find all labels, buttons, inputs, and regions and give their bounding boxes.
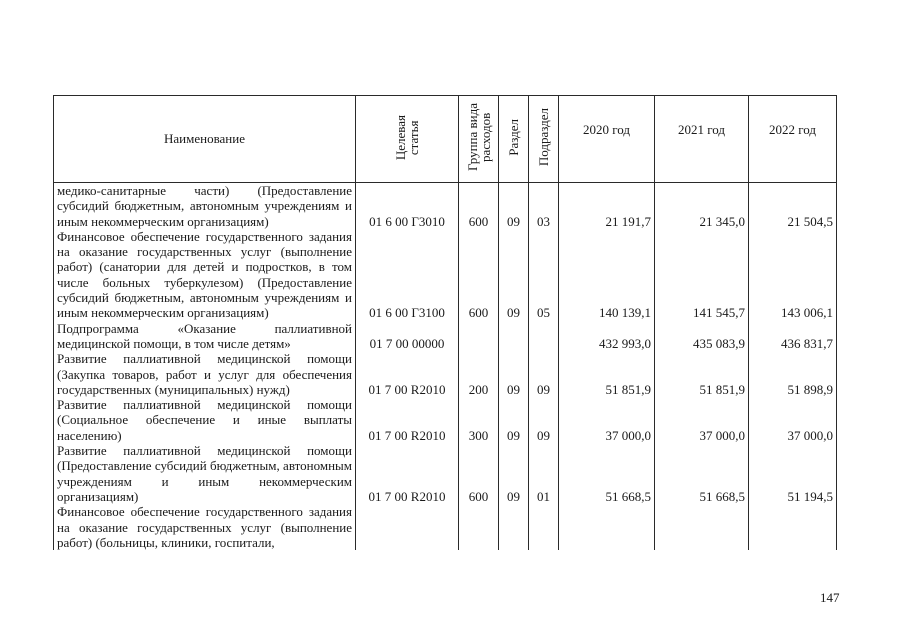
row-section: 09: [499, 397, 529, 443]
row-section: 09: [499, 443, 529, 504]
header-year-2021: 2021 год: [655, 96, 749, 183]
table-header: [54, 96, 837, 183]
row-2022: 436 831,7: [749, 321, 837, 352]
row-expense-group: [459, 504, 499, 550]
row-target-article: 01 7 00 00000: [356, 321, 459, 352]
row-expense-group: [459, 321, 499, 352]
row-subsection: 01: [529, 443, 559, 504]
row-2021: 51 851,9: [655, 351, 749, 397]
row-section: [499, 504, 529, 550]
table-row: [54, 321, 837, 352]
header-expense-group: Группа вида расходов: [459, 96, 499, 183]
row-expense-group: 200: [459, 351, 499, 397]
header-year-2020: 2020 год: [559, 96, 655, 183]
row-2021: 435 083,9: [655, 321, 749, 352]
header-year-2022: 2022 год: [749, 96, 837, 183]
row-section: 09: [499, 351, 529, 397]
row-2022: 51 194,5: [749, 443, 837, 504]
row-subsection: 05: [529, 229, 559, 321]
row-2022: 21 504,5: [749, 183, 837, 229]
row-2021: 51 668,5: [655, 443, 749, 504]
table-row: [54, 397, 837, 443]
table-row: [54, 443, 837, 504]
row-2021: [655, 504, 749, 550]
row-section: 09: [499, 229, 529, 321]
row-subsection: 03: [529, 183, 559, 229]
row-name: Финансовое обеспечение государственного задания на оказание государственных услуг (выполнение работ) (больницы, клиники, госпитали,: [54, 504, 356, 550]
row-target-article: 01 6 00 Г3100: [356, 229, 459, 321]
row-2020: 21 191,7: [559, 183, 655, 229]
row-2020: 51 851,9: [559, 351, 655, 397]
row-name: Подпрограмма «Оказание паллиативной медицинской помощи, в том числе детям»: [54, 321, 356, 352]
budget-table: [53, 95, 837, 550]
row-expense-group: 600: [459, 443, 499, 504]
row-name: медико-санитарные части) (Предоставление субсидий бюджетным, автономным учреждениям и иным некоммерческим организациям): [54, 183, 356, 229]
row-target-article: [356, 504, 459, 550]
row-section: [499, 321, 529, 352]
row-target-article: 01 6 00 Г3010: [356, 183, 459, 229]
header-section: Раздел: [499, 96, 529, 183]
row-2022: 37 000,0: [749, 397, 837, 443]
header-subsection: Подраздел: [529, 96, 559, 183]
table-row: [54, 504, 837, 550]
page-number: 147: [820, 590, 840, 605]
row-2022: [749, 504, 837, 550]
row-2020: [559, 504, 655, 550]
row-2022: 143 006,1: [749, 229, 837, 321]
table-row: [54, 229, 837, 321]
row-section: 09: [499, 183, 529, 229]
row-expense-group: 600: [459, 229, 499, 321]
row-2021: 37 000,0: [655, 397, 749, 443]
row-2020: 432 993,0: [559, 321, 655, 352]
row-name: Финансовое обеспечение государственного задания на оказание государственных услуг (выполнение работ) (санатории для детей и подростков, в том числе больных туберкулезом) (Предоставление субсидий бюджетным, автономным учреждениям и иным некоммерческим организациям): [54, 229, 356, 321]
table-body: [54, 183, 837, 551]
row-2020: 51 668,5: [559, 443, 655, 504]
row-2022: 51 898,9: [749, 351, 837, 397]
table-row: [54, 183, 837, 229]
row-expense-group: 600: [459, 183, 499, 229]
row-name: Развитие паллиативной медицинской помощи (Закупка товаров, работ и услуг для обеспечения государственных (муниципальных) нужд): [54, 351, 356, 397]
row-target-article: 01 7 00 R2010: [356, 397, 459, 443]
row-target-article: 01 7 00 R2010: [356, 351, 459, 397]
row-subsection: [529, 504, 559, 550]
row-2020: 140 139,1: [559, 229, 655, 321]
header-target-article: Целевая статья: [356, 96, 459, 183]
table-row: [54, 351, 837, 397]
row-name: Развитие паллиативной медицинской помощи (Социальное обеспечение и иные выплаты населению): [54, 397, 356, 443]
row-subsection: 09: [529, 351, 559, 397]
row-expense-group: 300: [459, 397, 499, 443]
row-2021: 141 545,7: [655, 229, 749, 321]
row-subsection: [529, 321, 559, 352]
row-2021: 21 345,0: [655, 183, 749, 229]
row-name: Развитие паллиативной медицинской помощи (Предоставление субсидий бюджетным, автономным учреждениям и иным некоммерческим организациям): [54, 443, 356, 504]
row-subsection: 09: [529, 397, 559, 443]
row-target-article: 01 7 00 R2010: [356, 443, 459, 504]
row-2020: 37 000,0: [559, 397, 655, 443]
header-name: Наименование: [54, 96, 356, 183]
